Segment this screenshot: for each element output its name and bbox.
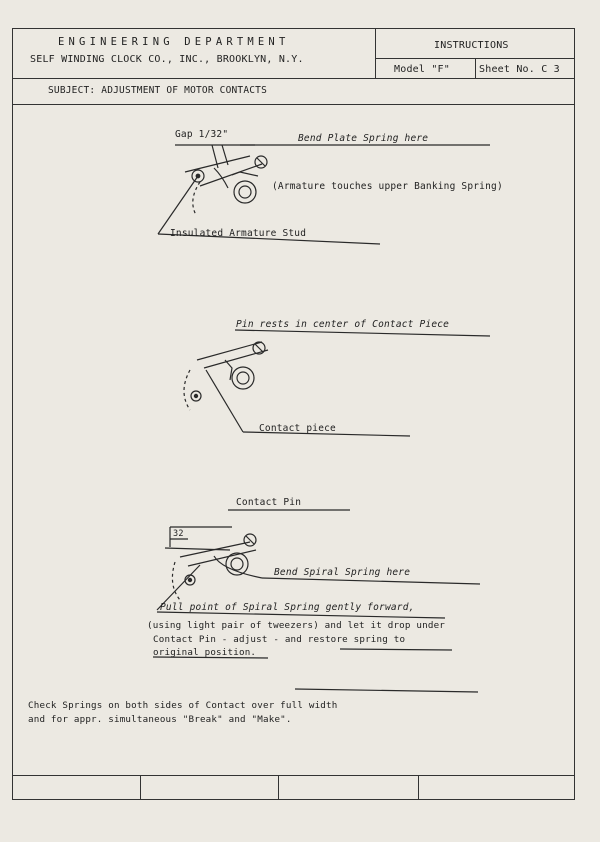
pin-rests-label: Pin rests in center of Contact Piece bbox=[236, 319, 450, 330]
note-line-2: and for appr. simultaneous "Break" and "Make". bbox=[28, 714, 292, 725]
insulated-stud-label: Insulated Armature Stud bbox=[170, 228, 307, 239]
model-label: Model "F" bbox=[394, 64, 450, 75]
department-title: ENGINEERING DEPARTMENT bbox=[58, 36, 290, 48]
contact-piece-label: Contact piece bbox=[259, 423, 336, 434]
tweezers-text: (using light pair of tweezers) and let it drop under bbox=[147, 620, 446, 631]
bend-plate-label: Bend Plate Spring here bbox=[298, 133, 429, 144]
pull-point-text: Pull point of Spiral Spring gently forward, bbox=[160, 602, 415, 613]
instructions-label: INSTRUCTIONS bbox=[434, 40, 509, 51]
note-line-1: Check Springs on both sides of Contact over full width bbox=[28, 700, 338, 711]
footer-divider-3 bbox=[418, 775, 419, 800]
original-position-text: original position. bbox=[153, 647, 257, 658]
contact-pin-label: Contact Pin bbox=[236, 497, 302, 508]
subject-line: SUBJECT: ADJUSTMENT OF MOTOR CONTACTS bbox=[48, 85, 268, 96]
adjust-text bbox=[153, 634, 405, 645]
figure-3-drawing bbox=[157, 510, 480, 610]
gap-fraction: 32 bbox=[173, 529, 184, 539]
company-name: SELF WINDING CLOCK CO., INC., BROOKLYN, N.Y. bbox=[30, 54, 304, 65]
restore-text: restore spring to bbox=[307, 634, 406, 645]
adjust-text-part-1: Contact Pin - adjust - and bbox=[153, 634, 308, 645]
footer-divider-1 bbox=[140, 775, 141, 800]
armature-note: (Armature touches upper Banking Spring) bbox=[272, 181, 503, 192]
footer-divider-2 bbox=[278, 775, 279, 800]
sheet-number: Sheet No. C 3 bbox=[479, 64, 560, 75]
footer-rule bbox=[12, 775, 575, 776]
figure-2-drawing bbox=[184, 330, 490, 436]
bend-spiral-label: Bend Spiral Spring here bbox=[274, 567, 411, 578]
gap-label: Gap 1/32" bbox=[175, 129, 229, 140]
